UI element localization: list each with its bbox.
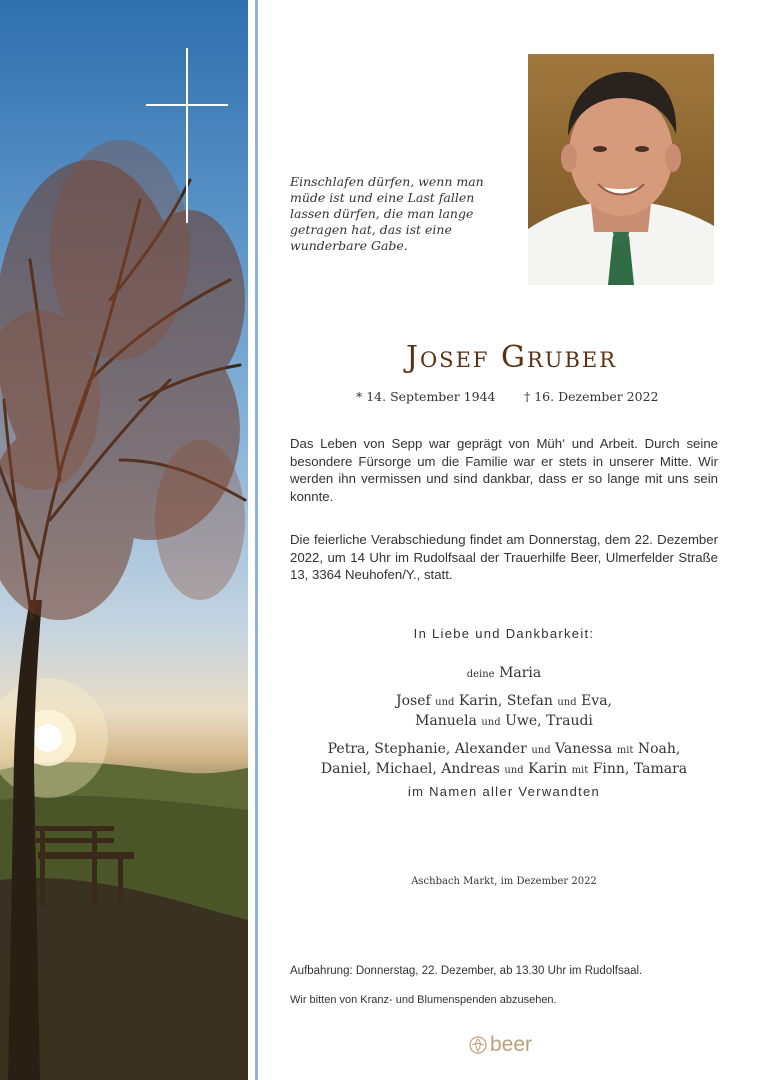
life-dates (356, 389, 659, 404)
memorial-quote: Einschlafen dürfen, wenn man müde ist und eine Last fallen lassen dürfen, die man lange getragen hat, das ist eine wunderbare Gabe. (290, 174, 484, 253)
gratitude-heading: In Liebe und Dankbarkeit: (413, 626, 595, 641)
person-portrait-illustration (528, 54, 714, 285)
mourner-line-children-2: Manuela und Uwe, Traudi (415, 713, 593, 729)
relatives-line: im Namen aller Verwandten (407, 784, 601, 799)
mourner-line-children-1: Josef und Karin, Stefan und Eva, (396, 693, 612, 709)
cross-icon-bar (146, 104, 228, 106)
place-date: Aschbach Markt, im Dezember 2022 (411, 876, 597, 887)
ceremony-paragraph: Die feierliche Verabschiedung findet am Donnerstag, dem 22. Dezember 2022, um 14 Uhr im Rudolfsaal der Trauerhilfe Beer, Ulmerfelder Straße 13, 3364 Neuhofen/Y., statt. (290, 532, 718, 582)
white-divider (248, 0, 253, 1080)
donation-note: Wir bitten von Kranz- und Blumenspenden abzusehen. (290, 994, 557, 1006)
portrait-photo (528, 54, 714, 285)
tree-sunset-illustration (0, 0, 248, 1080)
landscape-photo (0, 0, 248, 1080)
death-date: † 16. Dezember 2022 (524, 389, 659, 404)
mourner-line-spouse (290, 664, 718, 684)
beer-logo (469, 1032, 532, 1058)
blue-divider-line (255, 0, 258, 1080)
logo-text: beer (490, 1033, 533, 1056)
cross-icon (186, 48, 188, 223)
flower-logo-icon (469, 1036, 487, 1054)
spouse-name: Maria (499, 665, 542, 681)
birth-date: * 14. September 1944 (356, 389, 496, 404)
life-paragraph: Das Leben von Sepp war geprägt von Müh‘ und Arbeit. Durch seine besondere Fürsorge um die Familie war er stets in unserer Mitte. Wir werden ihn vermissen und sind dankbar, dass er so lange mit uns sein konnte. (290, 436, 718, 504)
mourner-line-grandchildren-1: Petra, Stephanie, Alexander und Vanessa mit Noah, (327, 741, 681, 757)
deceased-name: Josef Gruber (405, 340, 618, 375)
spouse-prefix: deine (466, 669, 495, 680)
mourner-line-grandchildren-2: Daniel, Michael, Andreas und Karin mit Finn, Tamara (320, 761, 688, 777)
mourners-list (290, 664, 718, 780)
viewing-info: Aufbahrung: Donnerstag, 22. Dezember, ab 13.30 Uhr im Rudolfsaal. (290, 965, 643, 977)
